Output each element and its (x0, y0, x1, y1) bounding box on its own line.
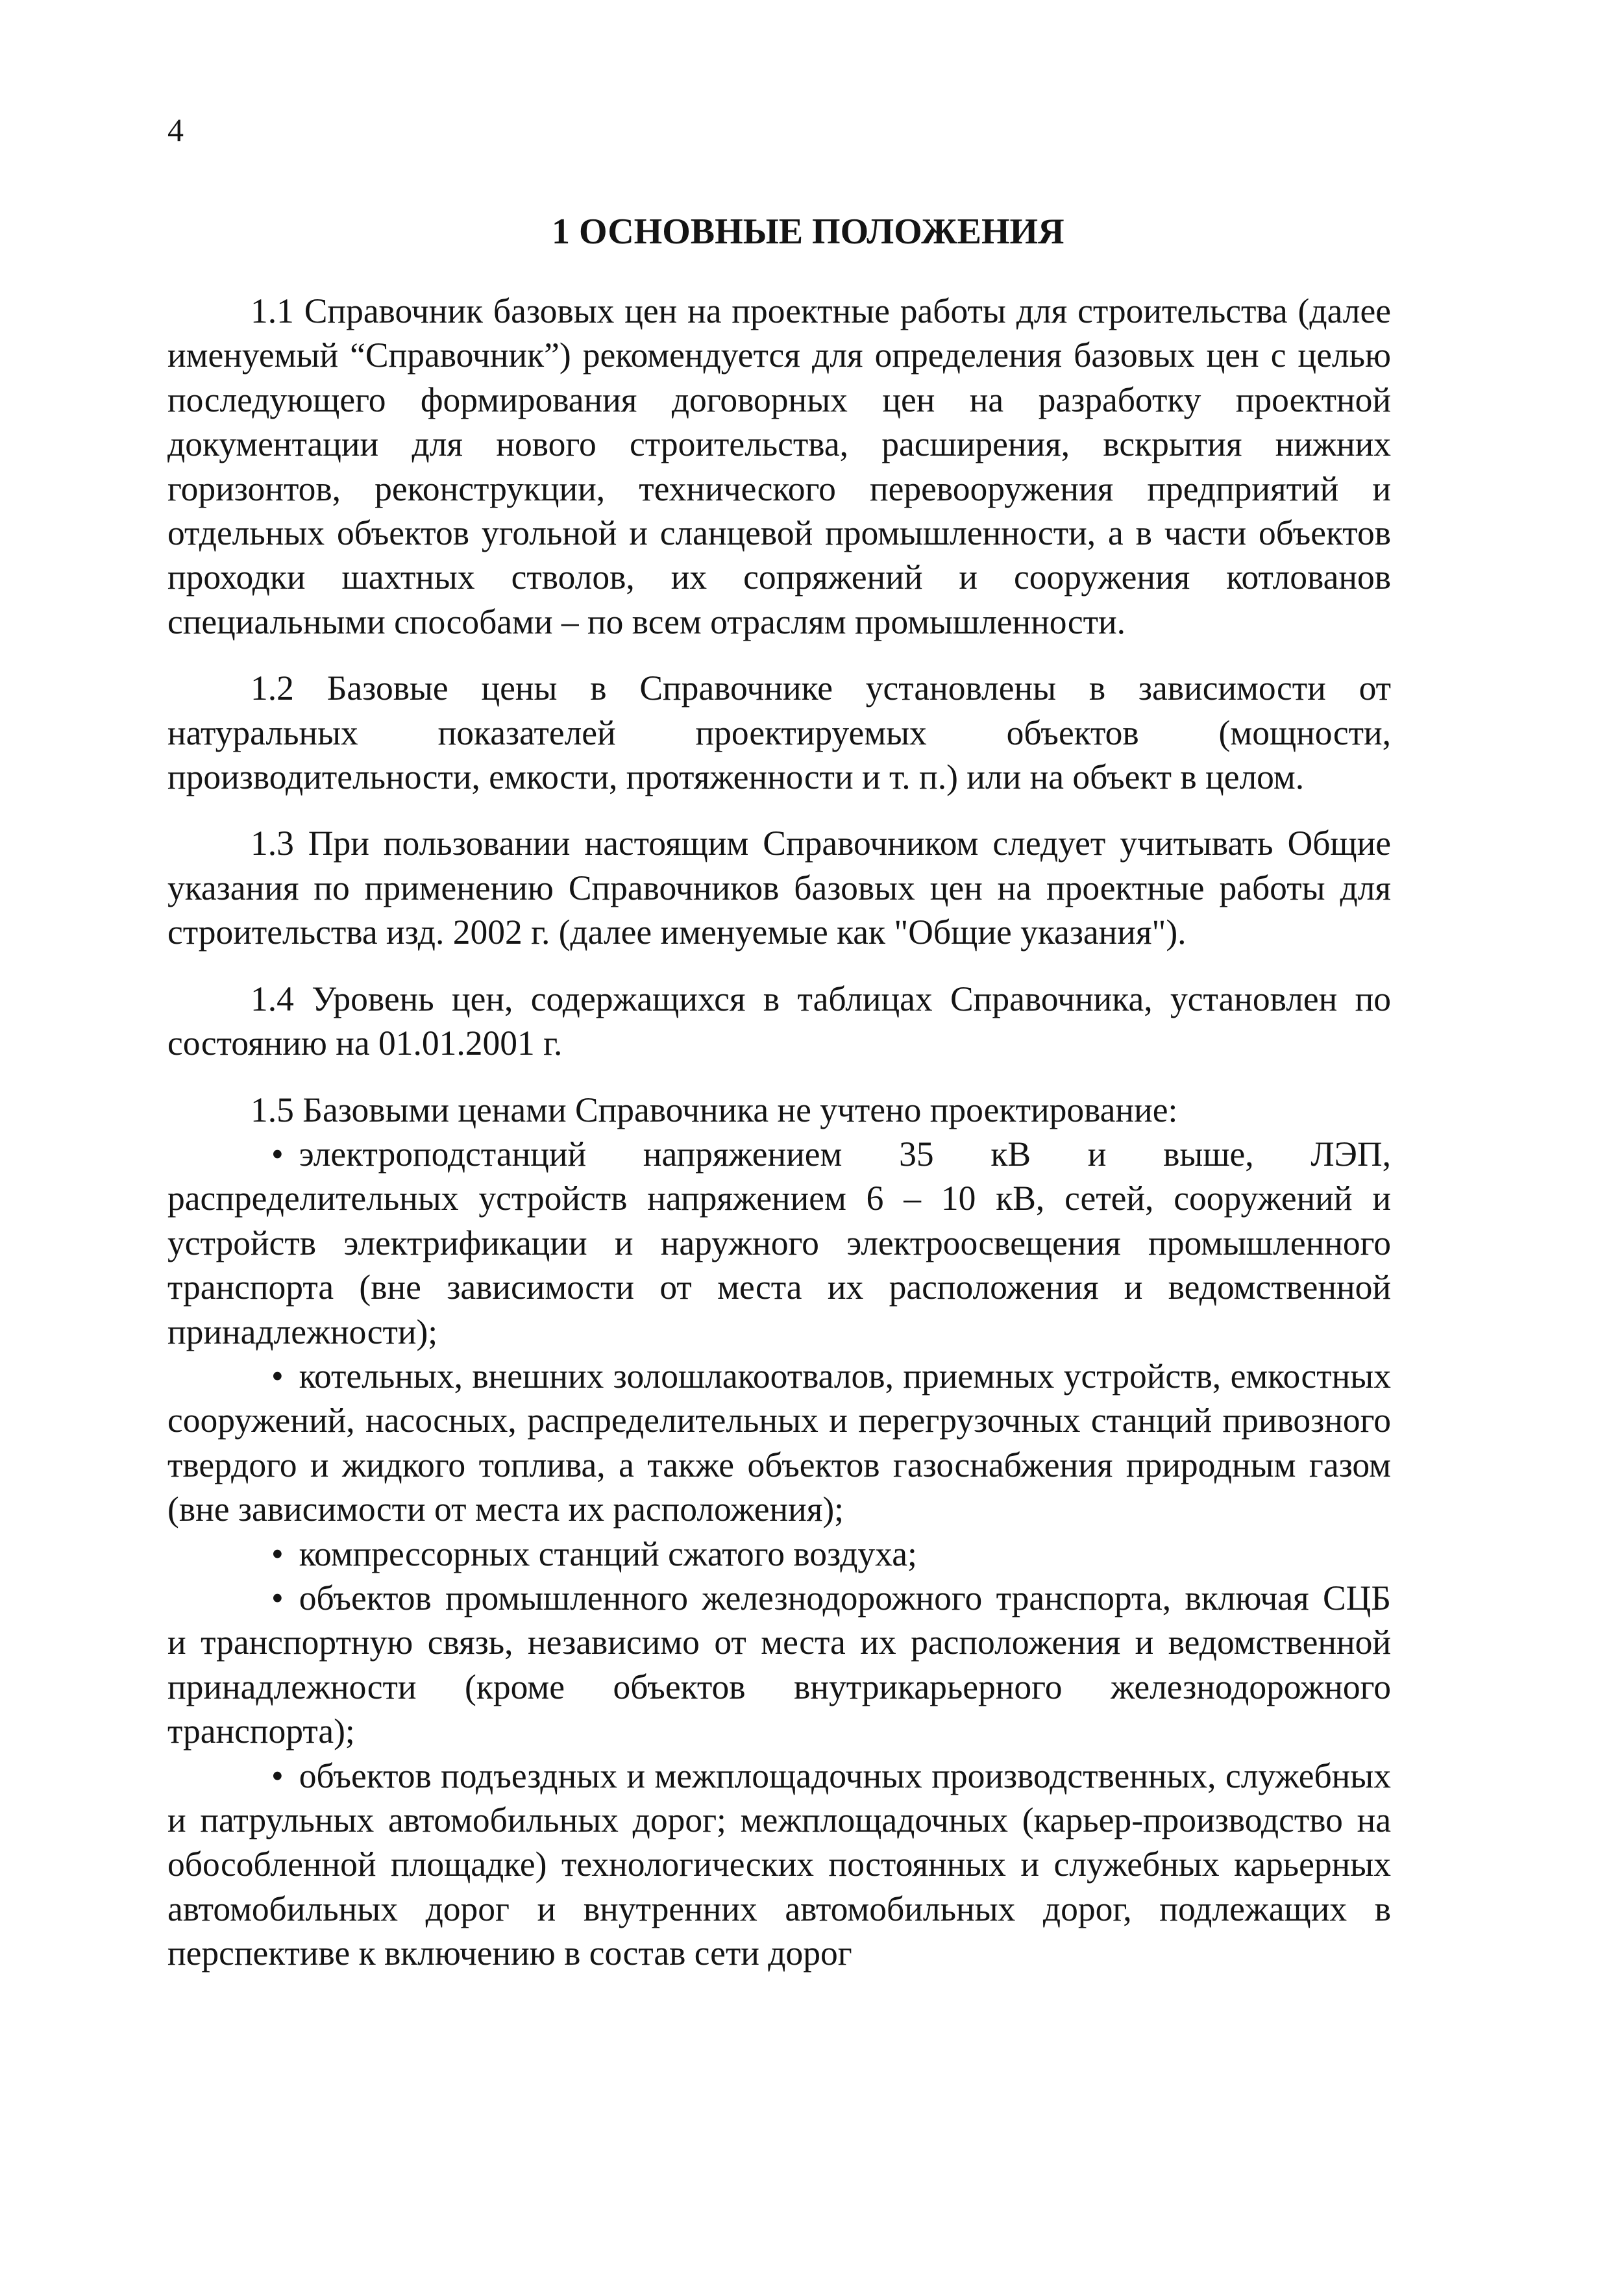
paragraph-1-1: 1.1 Справочник базовых цен на проектные работы для строительства (далее именуемый “Справочник”) рекомендуется для определения базовых цен с целью последующего формирования договорных цен на разработку проектной документации для нового строительства, расширения, вскрытия нижних горизонтов, реконструкции, технического перевооружения предприятий и отдельных объектов угольной и сланцевой промышленности, а в части объектов проходки шахтных стволов, их сопряжений и сооружения котлованов специальными способами – по всем отраслям промышленности. (167, 291, 1391, 641)
bullet-icon: • (271, 1356, 284, 1395)
bullet-icon: • (271, 1134, 284, 1174)
exclusions-list (167, 1132, 1391, 1976)
bullet-icon: • (271, 1578, 284, 1617)
page-number: 4 (167, 112, 184, 148)
list-item-text: объектов подъездных и межплощадочных производственных, служебных и патрульных автомобильных дорог; межплощадочных (карьер-производство на обособленной площадке) технологических постоянных и служебных карьерных автомобильных дорог и внутренних автомобильных дорог, подлежащих в перспективе к включению в состав сети дорог (167, 1756, 1391, 1973)
paragraph-1-4: 1.4 Уровень цен, содержащихся в таблицах Справочника, установлен по состоянию на 01.01.2001 г. (167, 979, 1391, 1063)
list-item (167, 1354, 1391, 1532)
list-item (167, 1576, 1391, 1754)
list-item-text: котельных, внешних золошлакоотвалов, приемных устройств, емкостных сооружений, насосных, распределительных и перегрузочных станций привозного твердого и жидкого топлива, а также объектов газоснабжения природным газом (вне зависимости от места их расположения); (167, 1356, 1391, 1529)
list-item-text: объектов промышленного железнодорожного транспорта, включая СЦБ и транспортную связь, независимо от места их расположения и ведомственной принадлежности (кроме объектов внутрикарьерного железнодорожного транспорта); (167, 1578, 1391, 1751)
list-item-text: электроподстанций напряжением 35 кВ и выше, ЛЭП, распределительных устройств напряжением 6 – 10 кВ, сетей, сооружений и устройств электрификации и наружного электроосвещения промышленного транспорта (вне зависимости от места их расположения и ведомственной принадлежности); (167, 1134, 1391, 1351)
paragraph-1-3: 1.3 При пользовании настоящим Справочником следует учитывать Общие указания по применению Справочников базовых цен на проектные работы для строительства изд. 2002 г. (далее именуемые как "Общие указания"). (167, 824, 1391, 952)
section-heading: 1 ОСНОВНЫЕ ПОЛОЖЕНИЯ (552, 212, 1064, 252)
list-item (167, 1754, 1391, 1976)
list-item-text: компрессорных станций сжатого воздуха; (299, 1534, 917, 1573)
bullet-icon: • (271, 1756, 284, 1795)
list-item (167, 1532, 1391, 1576)
paragraph-1-2: 1.2 Базовые цены в Справочнике установлены в зависимости от натуральных показателей проектируемых объектов (мощности, производительности, емкости, протяженности и т. п.) или на объект в целом. (167, 669, 1391, 797)
list-item (167, 1132, 1391, 1354)
paragraph-1-5: 1.5 Базовыми ценами Справочника не учтено проектирование: (251, 1090, 1178, 1129)
section-body (167, 289, 1391, 1976)
bullet-icon: • (271, 1534, 284, 1573)
